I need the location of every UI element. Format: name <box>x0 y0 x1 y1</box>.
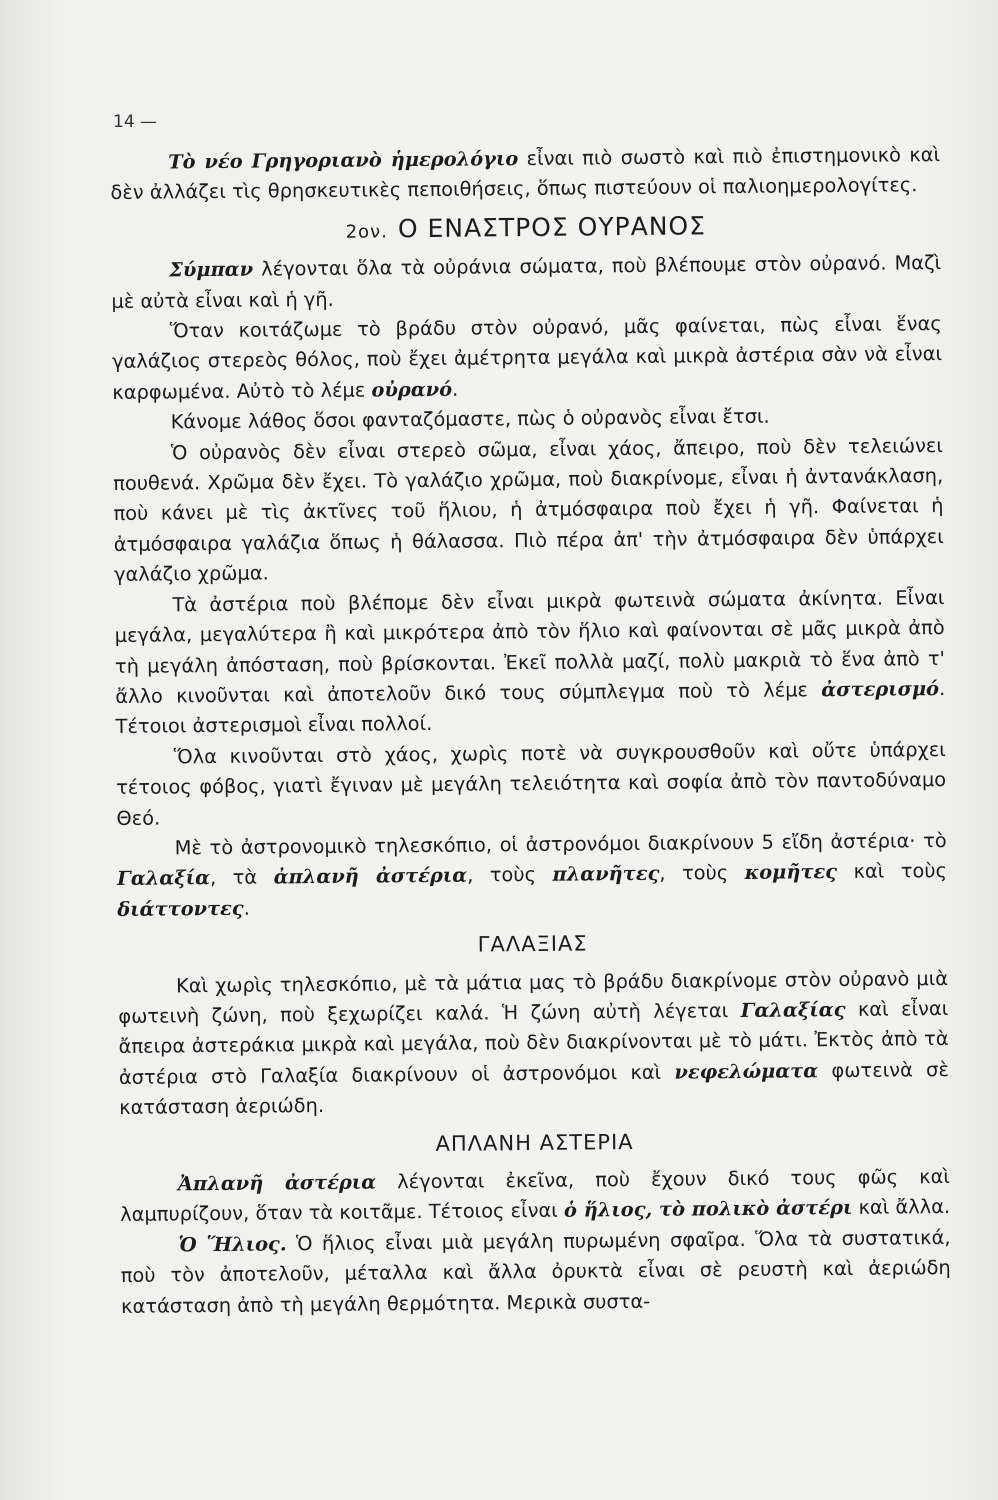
paragraph-galaxy: Καὶ χωρὶς τηλεσκόπιο, μὲ τὰ μάτια μας τὸ βράδυ διακρίνομε στὸν οὐρανὸ μιὰ φωτεινὴ ζώνη, ποὺ ξεχωρίζει καλά. Ἡ ζώνη αὐτὴ λέγεται Γαλαξίας καὶ εἶναι ἄπειρα ἀστεράκια μικρὰ καὶ μεγάλα, ποὺ δὲν διακρίνονται μὲ τὸ μάτι. Ἐκτὸς ἀπὸ τὰ ἀστέρια στὸ Γαλαξία διακρίνουν οἱ ἀστρονόμοι καὶ νεφελώματα φωτεινὰ σὲ κατάσταση ἀεριώδη. <box>118 966 949 1120</box>
subheading-fixed-stars: ΑΠΛΑΝΗ ΑΣΤΕΡΙΑ <box>435 1129 634 1156</box>
bold-term: ἀπλανῆ ἀστέρια <box>273 863 468 889</box>
page-body <box>110 140 951 1322</box>
bold-term: Ὁ Ἥλιος. <box>178 1232 287 1257</box>
bold-term: Γαλαξία <box>116 866 211 891</box>
paragraph-universe: Σύμπαν λέγονται ὅλα τὰ οὐράνια σώματα, ποὺ βλέπουμε στὸν οὐρανό. Μαζὶ μὲ αὐτὰ εἶναι καὶ ἡ γῆ. <box>111 251 942 313</box>
bold-term: Τὸ νέο Γρηγοριανὸ ἡμερολόγιο <box>168 147 519 174</box>
paragraph-fixed-stars: Ἀπλανῆ ἀστέρια λέγονται ἐκεῖνα, ποὺ ἔχουν δικό τους φῶς καὶ λαμπυρίζουν, ὅταν τὰ κοιτᾶμε. Τέτοιος εἶναι ὁ ἥλιος, τὸ πολικὸ ἀστέρι καὶ ἄλλα. <box>120 1164 951 1227</box>
bold-term: Σύμπαν <box>169 257 254 282</box>
bold-term: Γαλαξίας <box>740 997 846 1022</box>
page-number: 14 — <box>113 112 158 132</box>
paragraph-motion: Ὅλα κινοῦνται στὸ χάος, χωρὶς ποτὲ νὰ συγκρουσθοῦν καὶ οὔτε ὑπάρχει τέτοιος φόβος, γιατὶ ἔγιναν μὲ μεγάλη τελειότητα καὶ σοφία ἀπὸ τὸν παντοδύναμο Θεό. <box>116 737 947 830</box>
paragraph-sky: Ὅταν κοιτάζωμε τὸ βράδυ στὸν οὐρανό, μᾶς φαίνεται, πὼς εἶναι ἕνας γαλάζιος στερεὸς θόλος, ποὺ ἔχει ἀμέτρητα μεγάλα καὶ μικρὰ ἀστέρια σὰν νὰ εἶναι καρφωμένα. Αὐτὸ τὸ λέμε οὐρανό. <box>111 312 943 404</box>
bold-term: ἀστερισμό <box>821 676 940 702</box>
intro-paragraph: Τὸ νέο Γρηγοριανὸ ἡμερολόγιο εἶναι πιὸ σωστὸ καὶ πιὸ ἐπιστημονικὸ καὶ δὲν ἀλλάζει τὶς θρησκευτικὲς πεποιθήσεις, ὅπως πιστεύουν οἱ παλιοημερολογίτες. <box>110 143 941 205</box>
bold-term: κομῆτες <box>744 860 838 885</box>
bold-term: πλανῆτες <box>552 862 660 887</box>
paragraph-stars: Τὰ ἀστέρια ποὺ βλέπομε δὲν εἶναι μικρὰ φωτεινὰ σώματα ἀκίνητα. Εἶναι μεγάλα, μεγαλύτερα ἢ καὶ μικρότερα ἀπὸ τὸν ἥλιο καὶ φαίνονται σὲ μᾶς μικρὰ ἀπὸ τὴ μεγάλη ἀπόσταση, ποὺ βρίσκονται. Ἐκεῖ πολλὰ μαζί, πολὺ μακριὰ τὸ ἕνα ἀπὸ τ' ἄλλο κινοῦνται καὶ ἀποτελοῦν δικό τους σύμπλεγμα ποὺ τὸ λέμε ἀστερισμό. Τέτοιοι ἀστερισμοὶ εἶναι πολλοί. <box>114 585 946 739</box>
paragraph-sun: Ὁ Ἥλιος. Ὁ ἥλιος εἶναι μιὰ μεγάλη πυρωμένη σφαῖρα. Ὅλα τὰ συστατικά, ποὺ τὸν ἀποτελοῦν, μέταλλα καὶ ἄλλα ὀρυκτὰ εἶναι σὲ ρευστὴ καὶ ἀεριώδη κατάσταση ἀπὸ τὴ μεγάλη θερμότητα. Μερικὰ συστα- <box>120 1225 951 1318</box>
paragraph-chaos: Ὁ οὐρανὸς δὲν εἶναι στερεὸ σῶμα, εἶναι χάος, ἄπειρο, ποὺ δὲν τελειώνει πουθενά. Χρῶμα δὲν ἔχει. Τὸ γαλάζιο χρῶμα, ποὺ διακρίνομε, εἶναι ἡ ἀντανάκλαση, ποὺ κάνει μὲ τὶς ἀκτῖνες τοῦ ἥλιου, ἡ ἀτμόσφαιρα ποὺ ἔχει ἡ γῆ. Φαίνεται ἡ ἀτμόσφαιρα γαλάζια ὅπως ἡ θάλασσα. Πιὸ πέρα ἀπ' τὴν ἀτμόσφαιρα δὲν ὑπάρχει γαλάζιο χρῶμα. <box>113 433 944 587</box>
bold-term: διάττοντες <box>117 896 244 921</box>
bold-term: νεφελώματα <box>674 1059 819 1084</box>
bold-term: οὐρανό <box>371 377 453 402</box>
section-heading <box>111 201 941 256</box>
paragraph-mistake: Κάνομε λάθος ὅσοι φανταζόμαστε, πὼς ὁ οὐρανὸς εἶναι ἔτσι. <box>170 404 770 434</box>
section-title: Ο ΕΝΑΣΤΡΟΣ ΟΥΡΑΝΟΣ <box>397 211 707 244</box>
subheading-galaxy: ΓΑΛΑΞΙΑΣ <box>477 931 588 957</box>
section-number: 2ον. <box>345 221 388 243</box>
bold-term: ὁ ἥλιος, τὸ πολικὸ ἀστέρι <box>563 1196 853 1223</box>
paragraph-telescope: Μὲ τὸ ἀστρονομικὸ τηλεσκόπιο, οἱ ἀστρονόμοι διακρίνουν 5 εἴδη ἀστέρια· τὸ Γαλαξία, τὰ ἀπλανῆ ἀστέρια, τοὺς πλανῆτες, τοὺς κομῆτες καὶ τοὺς διάττοντες. <box>116 828 948 921</box>
bold-term: Ἀπλανῆ ἀστέρια <box>177 1170 377 1196</box>
